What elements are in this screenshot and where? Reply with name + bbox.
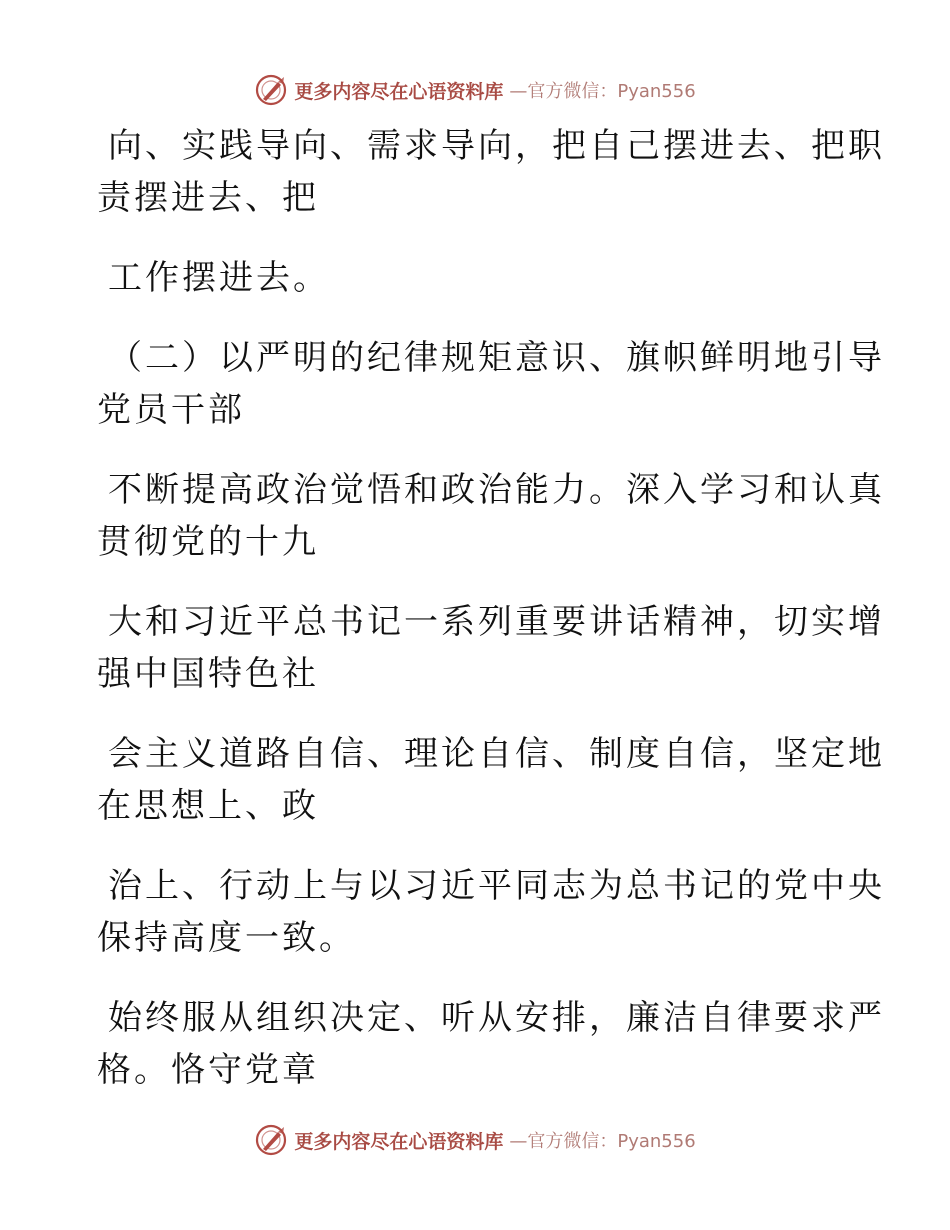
- paragraph-line: 工作摆进去。: [108, 258, 330, 298]
- watermark-brand-text: 更多内容尽在心语资料库: [294, 1130, 504, 1153]
- paragraph-3: [97, 332, 885, 436]
- paragraph-7: [97, 860, 885, 964]
- paragraph-line: 贯彻党的十九: [97, 522, 319, 562]
- footer-watermark-banner: [0, 1120, 950, 1160]
- paragraph-line: 治上、行动上与以习近平同志为总书记的党中央: [108, 866, 885, 906]
- paragraph-5: [97, 596, 885, 700]
- paragraph-line: 大和习近平总书记一系列重要讲话精神，切实增: [108, 602, 885, 642]
- watermark-wechat-text: —官方微信：Pyan556: [509, 81, 696, 102]
- paragraph-line: 强中国特色社: [97, 654, 319, 694]
- paragraph-line: 责摆进去、把: [97, 178, 319, 218]
- quill-logo-icon: [254, 73, 288, 107]
- paragraph-1: [97, 120, 885, 224]
- quill-logo-icon: [254, 1123, 288, 1157]
- paragraph-line: 在思想上、政: [97, 786, 319, 826]
- header-watermark-banner: [0, 70, 950, 110]
- paragraph-line: 会主义道路自信、理论自信、制度自信，坚定地: [108, 734, 885, 774]
- paragraph-line: （二）以严明的纪律规矩意识、旗帜鲜明地引导: [108, 338, 885, 378]
- paragraph-2: [97, 252, 837, 304]
- paragraph-8: [97, 992, 885, 1096]
- paragraph-line: 始终服从组织决定、听从安排，廉洁自律要求严: [108, 998, 885, 1038]
- paragraph-line: 保持高度一致。: [97, 918, 356, 958]
- document-body: [97, 120, 885, 1124]
- paragraph-6: [97, 728, 885, 832]
- paragraph-line: 格。恪守党章: [97, 1050, 319, 1090]
- paragraph-4: [97, 464, 885, 568]
- paragraph-line: 党员干部: [97, 390, 245, 430]
- paragraph-line: 不断提高政治觉悟和政治能力。深入学习和认真: [108, 470, 885, 510]
- watermark-wechat-text: —官方微信：Pyan556: [509, 1131, 696, 1152]
- watermark-brand-text: 更多内容尽在心语资料库: [294, 80, 504, 103]
- paragraph-line: 向、实践导向、需求导向，把自己摆进去、把职: [108, 126, 885, 166]
